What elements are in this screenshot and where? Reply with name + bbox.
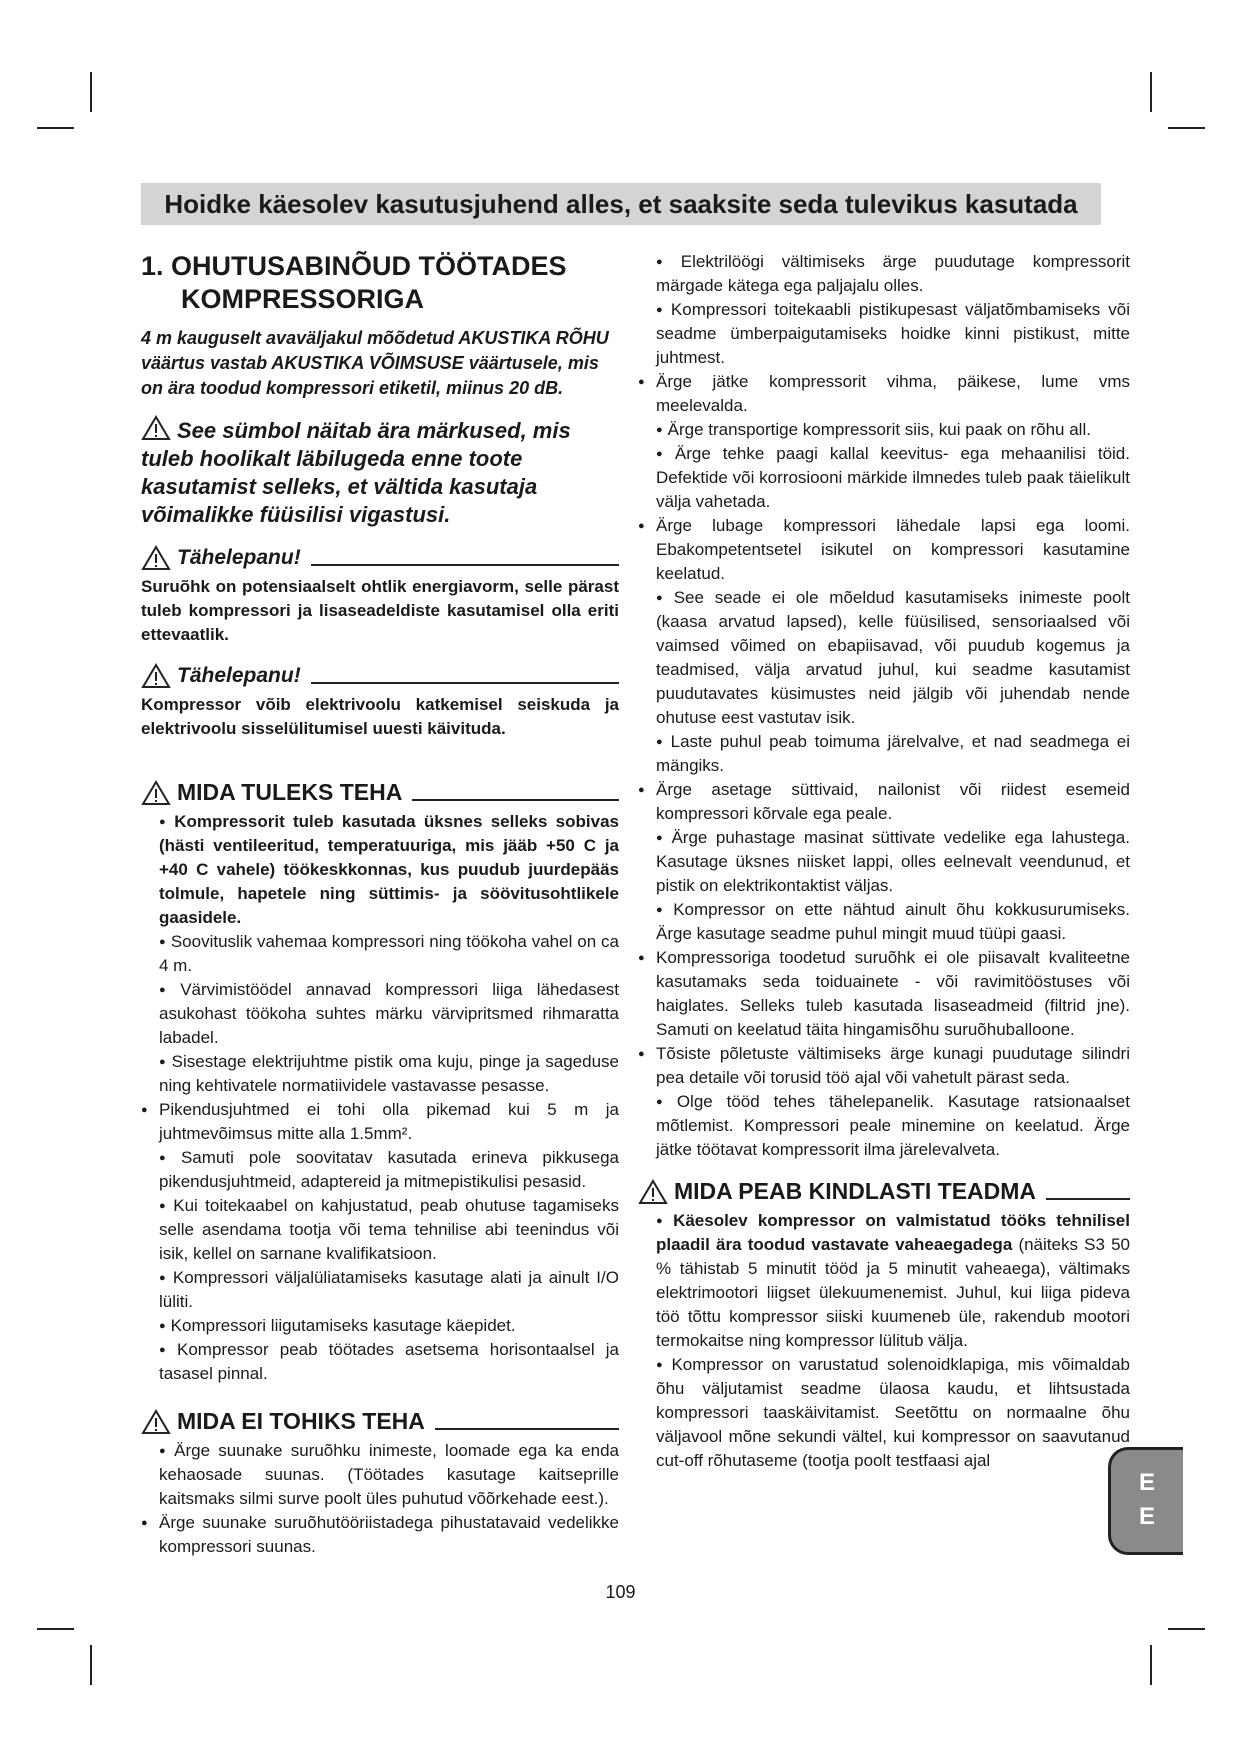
crop-mark [1150, 72, 1152, 112]
language-tab-letter: E [1138, 1503, 1155, 1530]
list-item [638, 898, 1130, 946]
list-item-text: See seade ei ole mõeldud kasutamiseks inimeste poolt (kaasa arvatud lapsed), kelle füüsilised, sensoriaalsed või vaimsed võimed on ebapiisavad, või puudub kogemus ja teadmised, välja arvatud juhul, kui seadme kasutamist puudutavates küsimustes neid jälgib või juhendab nende ohutuse eest vastutav isik. [656, 588, 1130, 727]
heading-rule [412, 799, 619, 801]
know-list [638, 1209, 1130, 1473]
list-item [638, 730, 1130, 778]
dont-title: MIDA EI TOHIKS TEHA [177, 1408, 425, 1434]
bullet-icon: ● [638, 784, 645, 796]
crop-mark [37, 127, 74, 129]
list-item-text: Olge tööd tehes tähelepanelik. Kasutage ratsionaalset mõtlemist. Kompressori peale minemine on keelatud. Ärge jätke töötavat kompressorit ilma järelevalveta. [656, 1092, 1130, 1159]
crop-mark [1150, 1645, 1152, 1685]
list-item [141, 1146, 619, 1194]
list-item [638, 250, 1130, 298]
list-item [141, 1314, 619, 1338]
attention-text-2: Kompressor võib elektrivoolu katkemisel seiskuda ja elektrivoolu sisselülitumisel uuesti käivituda. [141, 695, 619, 738]
list-item-text: Tõsiste põletuste vältimiseks ärge kunagi puudutage silindri pea detaile või torusid töö ajal või vahetult pärast seda. [656, 1044, 1130, 1087]
list-item-text: Ärge tehke paagi kallal keevitus- ega mehaanilisi töid. Defektide või korrosiooni märkide ilmnedes tuleb paak täielikult välja vahetada. [656, 444, 1130, 511]
page-banner: Hoidke käesolev kasutusjuhend alles, et saaksite seda tulevikus kasutada [141, 183, 1101, 225]
bullet-icon: ● [638, 952, 645, 964]
list-item [638, 1090, 1130, 1162]
list-item-text: Kompressori väljalüliatamiseks kasutage alati ja ainult I/O lüliti. [159, 1268, 619, 1311]
warning-icon [638, 1179, 668, 1205]
list-item-text: Laste puhul peab toimuma järelvalve, et nad seadmega ei mängiks. [656, 732, 1130, 775]
heading-rule [311, 682, 619, 684]
list-item [141, 1439, 619, 1511]
list-item [141, 1266, 619, 1314]
list-item-text: Kui toitekaabel on kahjustatud, peab ohutuse tagamiseks selle asendama tootja või tema tehnilise abi teenindus või isik, kellel on sarnane kvalifikatsioon. [159, 1196, 619, 1263]
crop-mark [90, 72, 92, 112]
list-item [141, 930, 619, 978]
list-item-text: Värvimistöödel annavad kompressori liiga lähedasest asukohast töökoha suhtes märku värvipritsmed rihmaratta labadel. [159, 980, 619, 1047]
list-item [638, 586, 1130, 730]
list-item-text: Ärge puhastage masinat süttivate vedelike ega lahustega. Kasutage üksnes niisket lappi, olles eelnevalt veendunud, et pistik on elektrikontaktist väljas. [656, 828, 1130, 895]
bullet-icon: ● [141, 1104, 148, 1116]
list-item-text: Kompressoriga toodetud suruõhk ei ole piisavalt kvaliteetne kasutamaks seda toiduainete - või ravimitööstuses või haiglates. Selleks tuleb kasutada lisaseadmeid (filtrid jne). Samuti on keelatud täita hingamisõhu suruõhuballoone. [656, 948, 1130, 1039]
page-number: 109 [605, 1582, 636, 1602]
bullet-icon: ● [638, 520, 645, 532]
know-section-heading [638, 1178, 1130, 1205]
attention-title: Tähelepanu! [177, 546, 301, 569]
attention-heading-2 [141, 663, 619, 689]
know-title: MIDA PEAB KINDLASTI TEADMA [674, 1178, 1037, 1204]
do-section-heading [141, 779, 619, 806]
list-item [638, 946, 1130, 1042]
list-item-text: Ärge lubage kompressori lähedale lapsi ega loomi. Ebakompetentsetel isikutel on kompressori kasutamine keelatud. [656, 516, 1130, 583]
crop-mark [37, 1628, 74, 1630]
dont-section-heading [141, 1408, 619, 1435]
list-item-text: Kompressor on ette nähtud ainult õhu kokkusurumiseks. Ärge kasutage seadme puhul mingit muud tüüpi gaasi. [656, 900, 1130, 943]
list-item-text: Kompressori liigutamiseks kasutage käepidet. [170, 1316, 516, 1335]
list-item [141, 1098, 619, 1146]
bullet-icon: ● [638, 1048, 645, 1060]
warning-icon [141, 780, 171, 806]
list-item-bold-text: Käesolev kompressor on valmistatud tööks tehnilisel plaadil ära toodud vastavate vaheaegadega [656, 1211, 1130, 1254]
dont-list [141, 1439, 619, 1559]
crop-mark [1168, 1628, 1205, 1630]
list-item-text: Ärge suunake suruõhutööriistadega pihustatavaid vedelikke kompressori suunas. [159, 1513, 619, 1556]
crop-mark [90, 1645, 92, 1685]
list-item-text: Kompressori toitekaabli pistikupesast väljatõmbamiseks või seadme ümberpaigutamiseks hoidke kinni pistikust, mitte juhtmest. [656, 300, 1130, 367]
left-column [141, 250, 619, 1559]
list-item [141, 1338, 619, 1386]
right-column [638, 250, 1130, 1473]
warning-icon [141, 415, 171, 441]
list-item [141, 1194, 619, 1266]
language-tab-letter: E [1138, 1469, 1155, 1496]
list-item [638, 514, 1130, 586]
heading-rule [311, 564, 619, 566]
list-item-text: Kompressor on varustatud solenoidklapiga, mis võimaldab õhu väljutamist seadme ülaosa kaudu, et lihtsustada kompressori taaskäivitamist. Seetõttu on normaalne õhu väljavool mõne sekundi vältel, kui kompressor on saavutanud cut-off rõhutaseme (tootja poolt testfaasi ajal [656, 1355, 1130, 1470]
list-item-text: Sisestage elektrijuhtme pistik oma kuju, pinge ja sageduse ning kehtivatele normatiividele vastavasse pesasse. [159, 1052, 619, 1095]
warning-icon [141, 663, 171, 689]
attention-heading-1 [141, 545, 619, 571]
list-item [141, 978, 619, 1050]
list-item-text: Samuti pole soovitatav kasutada erineva pikkusega pikendusjuhtmeid, adaptereid ja mitmepistikulisi pesasid. [159, 1148, 619, 1191]
crop-mark [1168, 127, 1205, 129]
heading-line-2: KOMPRESSORIGA [181, 284, 425, 314]
list-item [638, 442, 1130, 514]
list-item-text: Ärge jätke kompressorit vihma, päikese, lume vms meelevalda. [656, 372, 1130, 415]
list-item [638, 298, 1130, 370]
list-item [141, 1511, 619, 1559]
heading-rule [1046, 1198, 1130, 1200]
symbol-note [141, 415, 619, 529]
attention-text-1: Suruõhk on potensiaalselt ohtlik energiavorm, selle pärast tuleb kompressori ja lisaseadeldiste kasutamisel olla eriti ettevaatlik. [141, 577, 619, 644]
heading-line-1: 1. OHUTUSABINÕUD TÖÖTADES [141, 251, 567, 281]
bullet-icon: ● [638, 376, 645, 388]
list-item [141, 1050, 619, 1098]
list-item [638, 1209, 1130, 1353]
do-list [141, 810, 619, 1386]
warning-icon [141, 545, 171, 571]
list-item-text: Pikendusjuhtmed ei tohi olla pikemad kui 5 m ja juhtmevõimsus mitte alla 1.5mm². [159, 1100, 619, 1143]
bullet-icon: ● [141, 1517, 148, 1529]
list-item [638, 1042, 1130, 1090]
list-item [141, 810, 619, 930]
list-item-text: Ärge suunake suruõhku inimeste, loomade ega ka enda kehaosade suunas. (Töötades kasutage kaitseprille kaitsmaks silmi surve poolt üles puhutud võõrkehade eest.). [159, 1441, 619, 1508]
dont-list-continued [638, 250, 1130, 1162]
section-heading [141, 250, 619, 316]
list-item-text: Kompressorit tuleb kasutada üksnes selleks sobivas (hästi ventileeritud, temperatuuriga, mis jääb +50 C ja +40 C vahele) töökeskkonnas, kus puudub juurdepääs tolmule, hapetele ning süttimis- ja söövitusohtlikele gaasidele. [159, 812, 619, 927]
list-item-text: Soovituslik vahemaa kompressori ning töökoha vahel on ca 4 m. [159, 932, 619, 975]
list-item-text: Elektrilöögi vältimiseks ärge puudutage kompressorit märgade kätega ega paljajalu olles. [656, 252, 1130, 295]
list-item [638, 778, 1130, 826]
list-item-text: Kompressor peab töötades asetsema horisontaalsel ja tasasel pinnal. [159, 1340, 619, 1383]
attention-title: Tähelepanu! [177, 664, 301, 687]
list-item [638, 826, 1130, 898]
do-title: MIDA TULEKS TEHA [177, 779, 403, 805]
warning-icon [141, 1409, 171, 1435]
list-item [638, 370, 1130, 418]
list-item [638, 1353, 1130, 1473]
list-item-text: Ärge transportige kompressorit siis, kui paak on rõhu all. [667, 420, 1091, 439]
noise-note: 4 m kauguselt avaväljakul mõõdetud AKUSTIKA RÕHU väärtus vastab AKUSTIKA VÕIMSUSE väärtusele, mis on ära toodud kompressori etiketil, miinus 20 dB. [141, 328, 609, 398]
list-item [638, 418, 1130, 442]
heading-rule [435, 1428, 619, 1430]
list-item-text: (näiteks S3 50 % tähistab 5 minutit tööd ja 5 minutit vaheaega), vältimaks elektrimootori liigset ülekuumenemist. Juhul, kui liiga pideva töö tõttu kompressor siiski kuumeneb üle, rakendub mootori termokaitse ning kompressor lülitub välja. [656, 1235, 1130, 1350]
language-tab [1108, 1447, 1183, 1555]
list-item-text: Ärge asetage süttivaid, nailonist või riidest esemeid kompressori kõrvale ega peale. [656, 780, 1130, 823]
symbol-note-text: See sümbol näitab ära märkused, mis tuleb hoolikalt läbilugeda enne toote kasutamist selleks, et vältida kasutaja võimalikke füüsilisi vigastusi. [141, 418, 571, 527]
